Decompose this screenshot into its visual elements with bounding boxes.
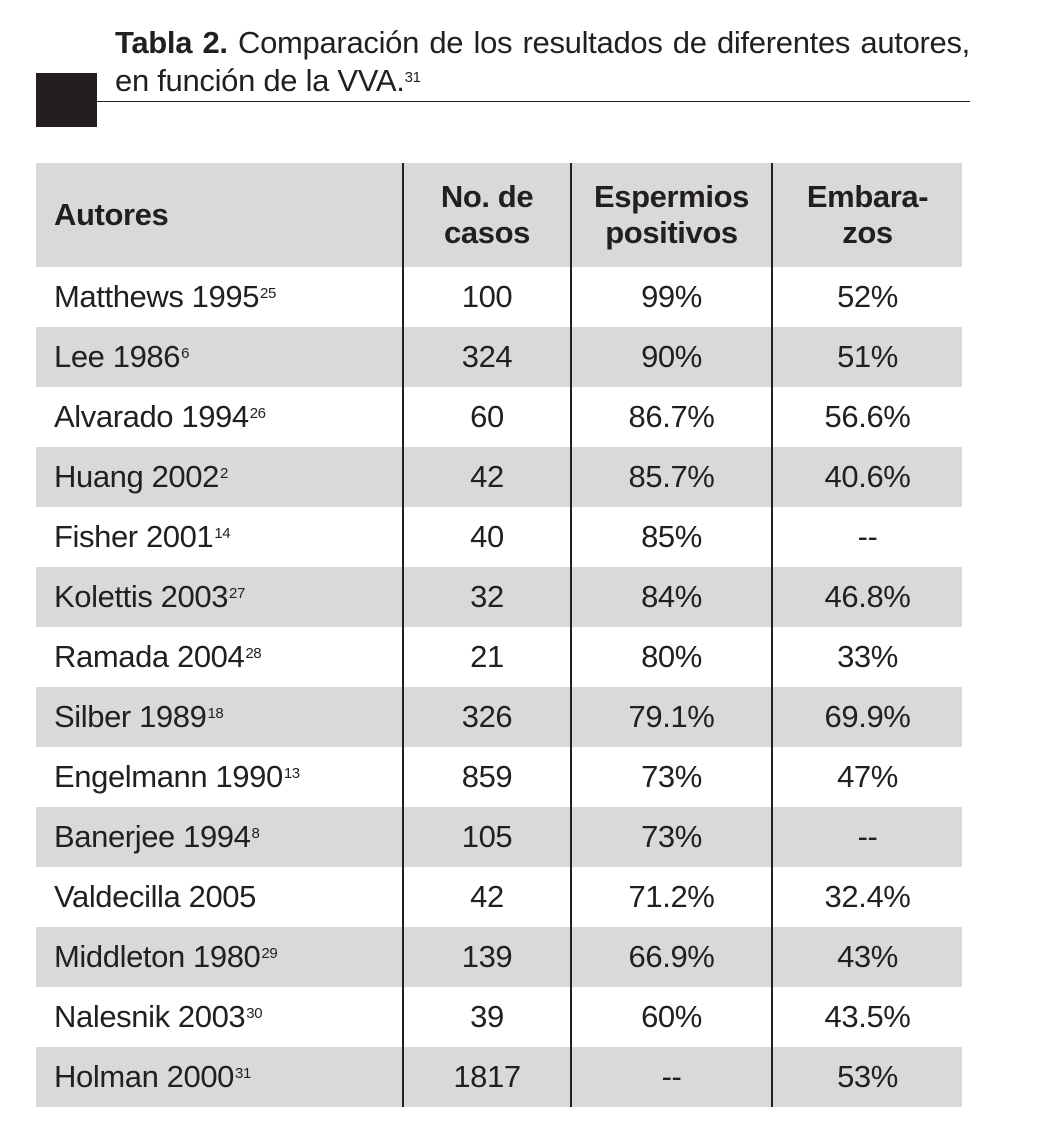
cell-author	[36, 987, 403, 1047]
table-row	[36, 447, 962, 507]
cell-embarazos: 46.8%	[772, 567, 962, 627]
cell-casos: 42	[403, 867, 571, 927]
cell-author	[36, 267, 403, 327]
author-reference: 28	[245, 645, 262, 662]
cell-author	[36, 867, 403, 927]
cell-casos: 100	[403, 267, 571, 327]
author-reference: 13	[283, 765, 300, 782]
table-row	[36, 687, 962, 747]
cell-embarazos: 51%	[772, 327, 962, 387]
header-embarazos-line2: zos	[842, 215, 893, 250]
cell-author	[36, 1047, 403, 1107]
table-row	[36, 987, 962, 1047]
cell-espermios: 99%	[571, 267, 772, 327]
cell-casos: 60	[403, 387, 571, 447]
cell-author	[36, 687, 403, 747]
cell-espermios: 86.7%	[571, 387, 772, 447]
table-header-row	[36, 163, 962, 267]
table-row	[36, 507, 962, 567]
cell-embarazos: 32.4%	[824, 879, 911, 914]
cell-espermios: 79.1%	[571, 687, 772, 747]
table-row	[36, 927, 962, 987]
author-reference: 29	[261, 945, 278, 962]
cell-espermios: 73%	[571, 747, 772, 807]
cell-espermios: 90%	[571, 327, 772, 387]
cell-embarazos: 56.6%	[824, 399, 911, 434]
cell-embarazos: --	[772, 807, 962, 867]
author-name: Ramada 2004	[54, 639, 245, 674]
header-embarazos-line1: Embara-	[806, 179, 929, 214]
cell-embarazos: 43%	[772, 927, 962, 987]
table-row	[36, 327, 962, 387]
cell-espermios: 85.7%	[571, 447, 772, 507]
author-name: Holman 2000	[54, 1059, 234, 1094]
author-name: Matthews 1995	[54, 279, 260, 314]
author-reference: 2	[219, 465, 228, 482]
cell-espermios: 60%	[571, 987, 772, 1047]
cell-author	[36, 507, 403, 567]
table-row	[36, 867, 962, 927]
cell-espermios: 66.9%	[571, 927, 772, 987]
author-reference: 26	[249, 405, 266, 422]
cell-author	[36, 327, 403, 387]
author-name: Valdecilla 2005	[54, 879, 256, 914]
author-name: Middleton 1980	[54, 939, 261, 974]
header-casos-line2: casos	[444, 215, 530, 250]
header-espermios-line1: Espermios	[594, 179, 749, 214]
header-embarazos	[772, 163, 962, 267]
table-row	[36, 267, 962, 327]
caption-divider	[97, 101, 970, 102]
table-row	[36, 387, 962, 447]
author-name: Lee 1986	[54, 339, 181, 374]
author-name: Alvarado 1994	[54, 399, 249, 434]
author-name: Silber 1989	[54, 699, 207, 734]
comparison-table	[36, 163, 962, 1107]
cell-casos: 139	[403, 927, 571, 987]
cell-casos: 39	[403, 987, 571, 1047]
author-reference: 31	[235, 1065, 251, 1082]
table-row	[36, 1047, 962, 1107]
table-row	[36, 747, 962, 807]
table-row	[36, 567, 962, 627]
cell-author	[36, 927, 403, 987]
cell-author	[36, 387, 403, 447]
cell-author	[36, 447, 403, 507]
cell-casos: 105	[403, 807, 571, 867]
cell-embarazos: --	[857, 519, 878, 554]
cell-casos: 324	[403, 327, 571, 387]
cell-author	[36, 567, 403, 627]
cell-espermios: --	[571, 1047, 772, 1107]
table-row	[36, 627, 962, 687]
cell-embarazos: 40.6%	[772, 447, 962, 507]
author-name: Engelmann 1990	[54, 759, 283, 794]
author-reference: 6	[181, 345, 190, 362]
author-reference: 30	[246, 1005, 263, 1022]
table-caption	[115, 24, 970, 100]
cell-embarazos: 52%	[837, 279, 898, 314]
author-name: Nalesnik 2003	[54, 999, 246, 1034]
cell-author	[36, 747, 403, 807]
cell-embarazos: 33%	[837, 639, 898, 674]
cell-author	[36, 807, 403, 867]
header-autores-label: Autores	[54, 197, 169, 232]
cell-casos: 1817	[403, 1047, 571, 1107]
author-reference: 8	[251, 825, 260, 842]
cell-casos: 42	[403, 447, 571, 507]
header-casos-line1: No. de	[440, 179, 534, 214]
cell-espermios: 73%	[571, 807, 772, 867]
cell-casos: 859	[403, 747, 571, 807]
cell-embarazos: 43.5%	[824, 999, 911, 1034]
caption-reference: 31	[404, 69, 421, 86]
cell-casos: 32	[403, 567, 571, 627]
cell-embarazos: 69.9%	[772, 687, 962, 747]
header-espermios-line2: positivos	[605, 215, 738, 250]
header-casos	[403, 163, 571, 267]
cell-embarazos: 47%	[837, 759, 898, 794]
author-reference: 14	[214, 525, 231, 542]
cell-casos: 326	[403, 687, 571, 747]
caption-text: Comparación de los resultados de diferentes autores, en función de la VVA.	[115, 25, 970, 98]
author-name: Banerjee 1994	[54, 819, 251, 854]
header-espermios	[571, 163, 772, 267]
author-reference: 18	[207, 705, 224, 722]
cell-author	[36, 627, 403, 687]
cell-espermios: 80%	[571, 627, 772, 687]
cell-espermios: 71.2%	[571, 867, 772, 927]
cell-espermios: 84%	[571, 567, 772, 627]
cell-embarazos: 53%	[772, 1047, 962, 1107]
author-name: Kolettis 2003	[54, 579, 229, 614]
author-name: Huang 2002	[54, 459, 219, 494]
decorative-black-square	[36, 73, 97, 127]
author-reference: 25	[260, 285, 276, 302]
header-autores	[36, 163, 403, 267]
author-reference: 27	[229, 585, 245, 602]
cell-casos: 40	[403, 507, 571, 567]
caption-label: Tabla 2.	[115, 25, 228, 60]
cell-casos: 21	[403, 627, 571, 687]
table-row	[36, 807, 962, 867]
author-name: Fisher 2001	[54, 519, 214, 554]
cell-espermios: 85%	[571, 507, 772, 567]
